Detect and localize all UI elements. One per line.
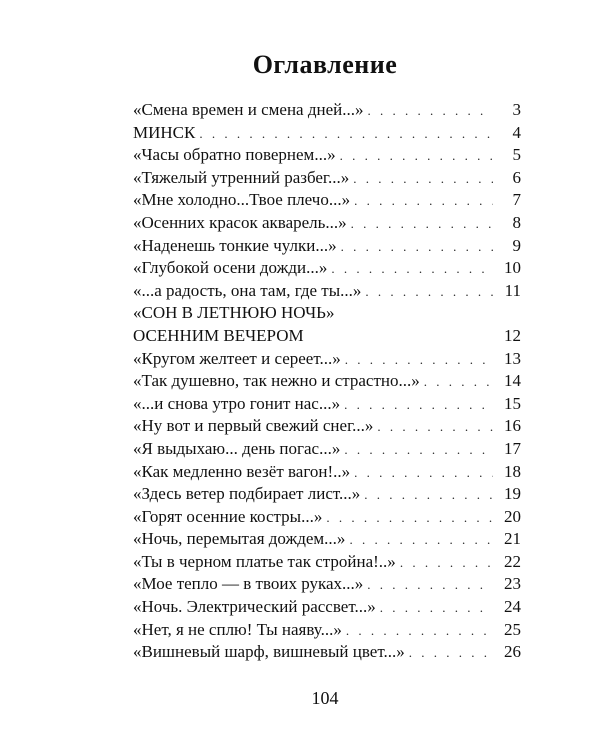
toc-entry-label: «Осенних красок акварель...» <box>133 212 347 232</box>
toc-entry-label: «Кругом желтеет и сереет...» <box>133 348 341 368</box>
dot-leader <box>377 416 493 439</box>
dot-leader <box>349 529 493 552</box>
toc-entry-page: 4 <box>512 122 521 142</box>
toc-entry-page: 23 <box>504 574 521 594</box>
toc-entry-page: 8 <box>512 212 521 232</box>
toc-entry-page: 14 <box>504 371 521 391</box>
toc-entry-page: 18 <box>504 461 521 481</box>
toc-entry-label: «...и снова утро гонит нас...» <box>133 393 341 413</box>
toc-entry-label: «Горят осенние костры...» <box>133 506 323 526</box>
toc-entry <box>133 619 521 642</box>
toc-entry-page: 5 <box>512 145 521 165</box>
toc-entry <box>133 461 521 484</box>
toc-entry <box>133 528 521 551</box>
dot-leader <box>380 597 493 620</box>
toc-entry-label: «Как медленно везёт вагон!..» <box>133 461 351 481</box>
dot-leader <box>367 574 493 597</box>
toc-entry-page: 16 <box>504 416 521 436</box>
toc-entry <box>133 257 521 280</box>
toc-entry <box>133 189 521 212</box>
toc-entry-page: 13 <box>504 348 521 368</box>
toc-entry-label: МИНСК <box>133 122 196 142</box>
toc-entry-label: «Ночь, перемытая дождем...» <box>133 529 346 549</box>
dot-leader <box>344 439 493 462</box>
toc-entry <box>133 393 521 416</box>
dot-leader <box>326 507 493 530</box>
dot-leader <box>344 394 493 417</box>
toc-entry-label: «Глубокой осени дожди...» <box>133 258 328 278</box>
toc-entry-page: 15 <box>504 393 521 413</box>
toc-entry-page: 10 <box>504 258 521 278</box>
dot-leader <box>331 258 493 281</box>
toc-entry-label: «Ну вот и первый свежий снег...» <box>133 416 374 436</box>
toc-entry <box>133 573 521 596</box>
toc-entry-page: 3 <box>512 100 521 119</box>
toc-entry <box>133 122 521 145</box>
toc-entry <box>133 325 521 348</box>
dot-leader <box>346 620 493 643</box>
toc-entry-page: 19 <box>504 484 521 504</box>
dot-leader <box>368 100 494 123</box>
dot-leader <box>365 281 493 304</box>
dot-leader <box>341 236 493 259</box>
dot-leader <box>351 213 493 236</box>
table-of-contents <box>133 99 521 664</box>
toc-entry <box>133 167 521 190</box>
toc-entry-label: «Нет, я не сплю! Ты наяву...» <box>133 619 342 639</box>
toc-entry <box>133 506 521 529</box>
dot-leader <box>424 371 493 394</box>
toc-entry <box>133 483 521 506</box>
toc-entry-page: 17 <box>504 438 521 458</box>
dot-leader <box>364 484 493 507</box>
toc-entry-label: «Здесь ветер подбирает лист...» <box>133 484 361 504</box>
dot-leader <box>345 349 493 372</box>
toc-entry <box>133 235 521 258</box>
toc-entry <box>133 302 521 325</box>
toc-entry <box>133 212 521 235</box>
toc-entry-label: ОСЕННИМ ВЕЧЕРОМ <box>133 325 304 345</box>
toc-entry <box>133 551 521 574</box>
toc-entry-page: 20 <box>504 506 521 526</box>
toc-entry-label: «Так душевно, так нежно и страстно...» <box>133 371 420 391</box>
toc-entry <box>133 438 521 461</box>
toc-entry <box>133 641 521 664</box>
dot-leader <box>400 552 493 575</box>
page-title: Оглавление <box>252 50 398 79</box>
toc-entry-page: 11 <box>504 280 521 300</box>
toc-entry-page: 22 <box>504 551 521 571</box>
toc-entry-page: 6 <box>512 167 521 187</box>
toc-entry <box>133 415 521 438</box>
toc-entry-label: «Смена времен и смена дней...» <box>133 100 364 119</box>
toc-entry-label: «Ты в черном платье так стройна!..» <box>133 551 396 571</box>
dot-leader <box>340 145 493 168</box>
toc-entry-label: «Я выдыхаю... день погас...» <box>133 438 341 458</box>
toc-entry-page: 12 <box>504 325 521 345</box>
toc-entry-page: 7 <box>512 190 521 210</box>
page-number: 104 <box>311 688 339 708</box>
dot-leader <box>353 168 493 191</box>
toc-entry <box>133 99 521 122</box>
toc-entry-label: «Мне холодно...Твое плечо...» <box>133 190 351 210</box>
toc-entry-label: «Мое тепло — в твоих руках...» <box>133 574 364 594</box>
toc-entry <box>133 370 521 393</box>
toc-entry <box>133 596 521 619</box>
dot-leader <box>354 462 493 485</box>
toc-entry-label: «Ночь. Электрический рассвет...» <box>133 597 376 617</box>
toc-entry-page: 21 <box>504 529 521 549</box>
toc-entry-label: «Тяжелый утренний разбег...» <box>133 167 350 187</box>
toc-entry-page: 25 <box>504 619 521 639</box>
dot-leader <box>354 190 493 213</box>
toc-entry-page: 9 <box>512 235 521 255</box>
toc-entry <box>133 144 521 167</box>
toc-entry-label: «СОН В ЛЕТНЮЮ НОЧЬ» <box>133 303 335 323</box>
toc-entry-label: «...а радость, она там, где ты...» <box>133 280 362 300</box>
toc-entry-page: 24 <box>504 597 521 617</box>
toc-entry-page: 26 <box>504 642 521 662</box>
toc-entry <box>133 280 521 303</box>
dot-leader <box>409 642 493 665</box>
toc-entry-label: «Часы обратно повернем...» <box>133 145 336 165</box>
dot-leader <box>199 123 493 146</box>
toc-entry-label: «Наденешь тонкие чулки...» <box>133 235 337 255</box>
toc-entry <box>133 348 521 371</box>
toc-entry-label: «Вишневый шарф, вишневый цвет...» <box>133 642 405 662</box>
